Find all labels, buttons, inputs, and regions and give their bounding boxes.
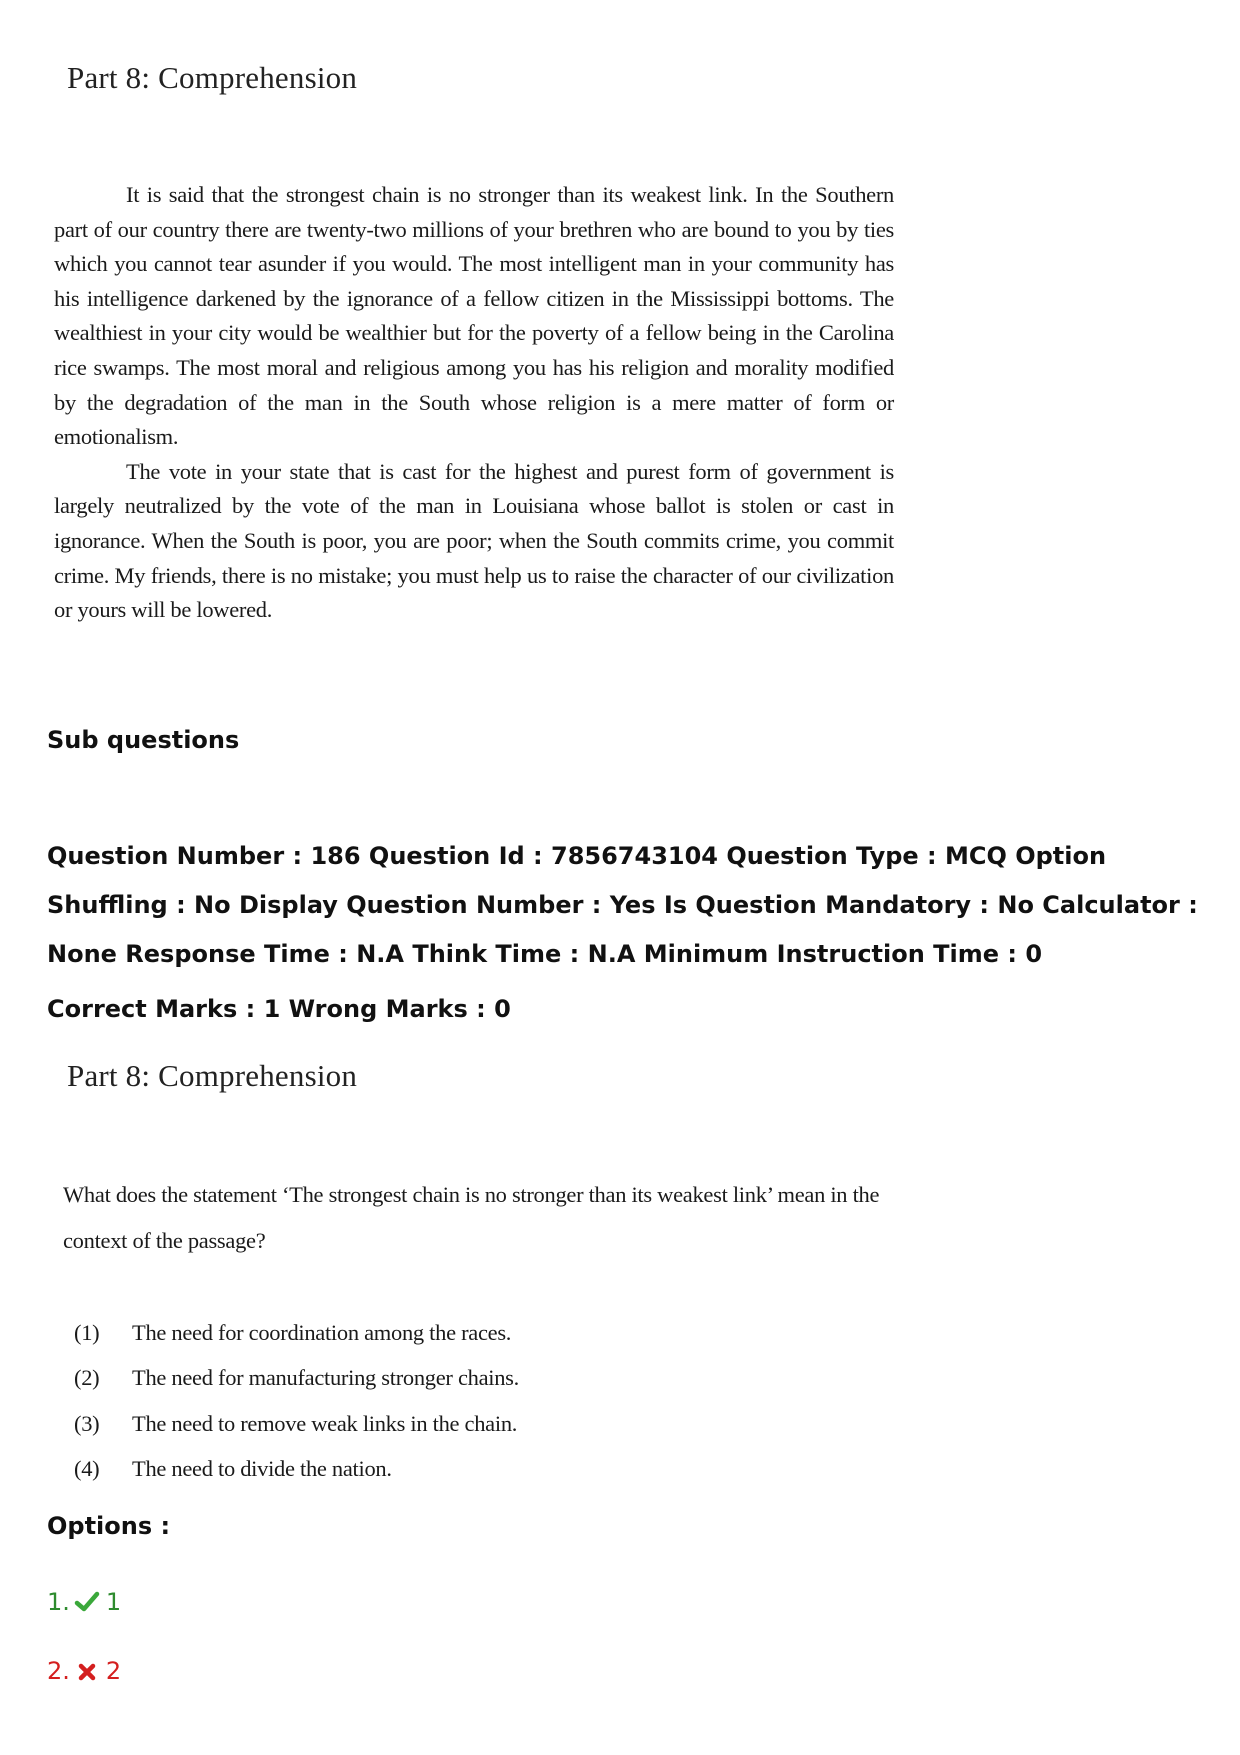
choice-number: (4): [74, 1456, 100, 1482]
question-text-line-2: context of the passage?: [63, 1228, 266, 1253]
passage-text: [54, 178, 894, 628]
choice-text: The need to remove weak links in the chain.: [132, 1410, 518, 1436]
question-text: [63, 1172, 894, 1264]
options-heading: Options :: [47, 1512, 171, 1540]
sub-questions-heading: Sub questions: [47, 726, 240, 754]
choice-item: [74, 1401, 894, 1447]
option-value: 2: [105, 1657, 122, 1685]
passage-part-title: Part 8: Comprehension: [67, 60, 358, 95]
choice-text: The need for coordination among the races.: [132, 1319, 512, 1345]
choice-text: The need to divide the nation.: [132, 1456, 392, 1482]
option-index: 2.: [47, 1657, 70, 1685]
question-part-title: Part 8: Comprehension: [67, 1058, 358, 1093]
question-meta: [47, 832, 1217, 1034]
question-choices: [74, 1310, 894, 1492]
cross-icon: [74, 1658, 100, 1684]
passage-paragraph-1: It is said that the strongest chain is no stronger than its weakest link. In the Southern part of our country there are twenty-two millions of your brethren who are bound to you by ties which you cannot tear asunder if you would. The most intelligent man in your community has his intelligence darkened by the ignorance of a fellow citizen in the Mississippi bottoms. The wealthiest in your city would be wealthier but for the poverty of a fellow being in the Carolina rice swamps. The most moral and religious among you has his religion and morality modified by the degradation of the man in the South whose religion is a mere matter of form or emotionalism.: [54, 182, 894, 450]
choice-item: [74, 1310, 894, 1356]
question-meta-info: Question Number : 186 Question Id : 7856743104 Question Type : MCQ Option Shuffling : No Display Question Number : Yes Is Question Mandatory : No Calculator : None Response Time : N.A Think Time : N.A Minimum Instruction Time : 0: [47, 842, 1198, 968]
choice-number: (1): [74, 1319, 100, 1345]
choice-number: (3): [74, 1410, 100, 1436]
passage-paragraph-2: The vote in your state that is cast for the highest and purest form of government is largely neutralized by the vote of the man in Louisiana whose ballot is stolen or cast in ignorance. When the South is poor, you are poor; when the South commits crime, you commit crime. My friends, there is no mistake; you must help us to raise the character of our civilization or yours will be lowered.: [54, 458, 894, 623]
choice-text: The need for manufacturing stronger chains.: [132, 1365, 519, 1391]
check-icon: [74, 1589, 100, 1615]
option-value: 1: [105, 1588, 122, 1616]
question-section: [54, 1058, 894, 1492]
option-1-correct: [47, 1588, 121, 1616]
choice-item: [74, 1356, 894, 1402]
choice-item: [74, 1447, 894, 1493]
option-2-wrong: [47, 1657, 121, 1685]
option-index: 1.: [47, 1588, 70, 1616]
choice-number: (2): [74, 1365, 100, 1391]
question-marks: Correct Marks : 1 Wrong Marks : 0: [47, 995, 511, 1023]
passage-section: [54, 60, 894, 628]
question-text-line-1: What does the statement ‘The strongest chain is no stronger than its weakest link’ mean in the: [63, 1182, 880, 1207]
